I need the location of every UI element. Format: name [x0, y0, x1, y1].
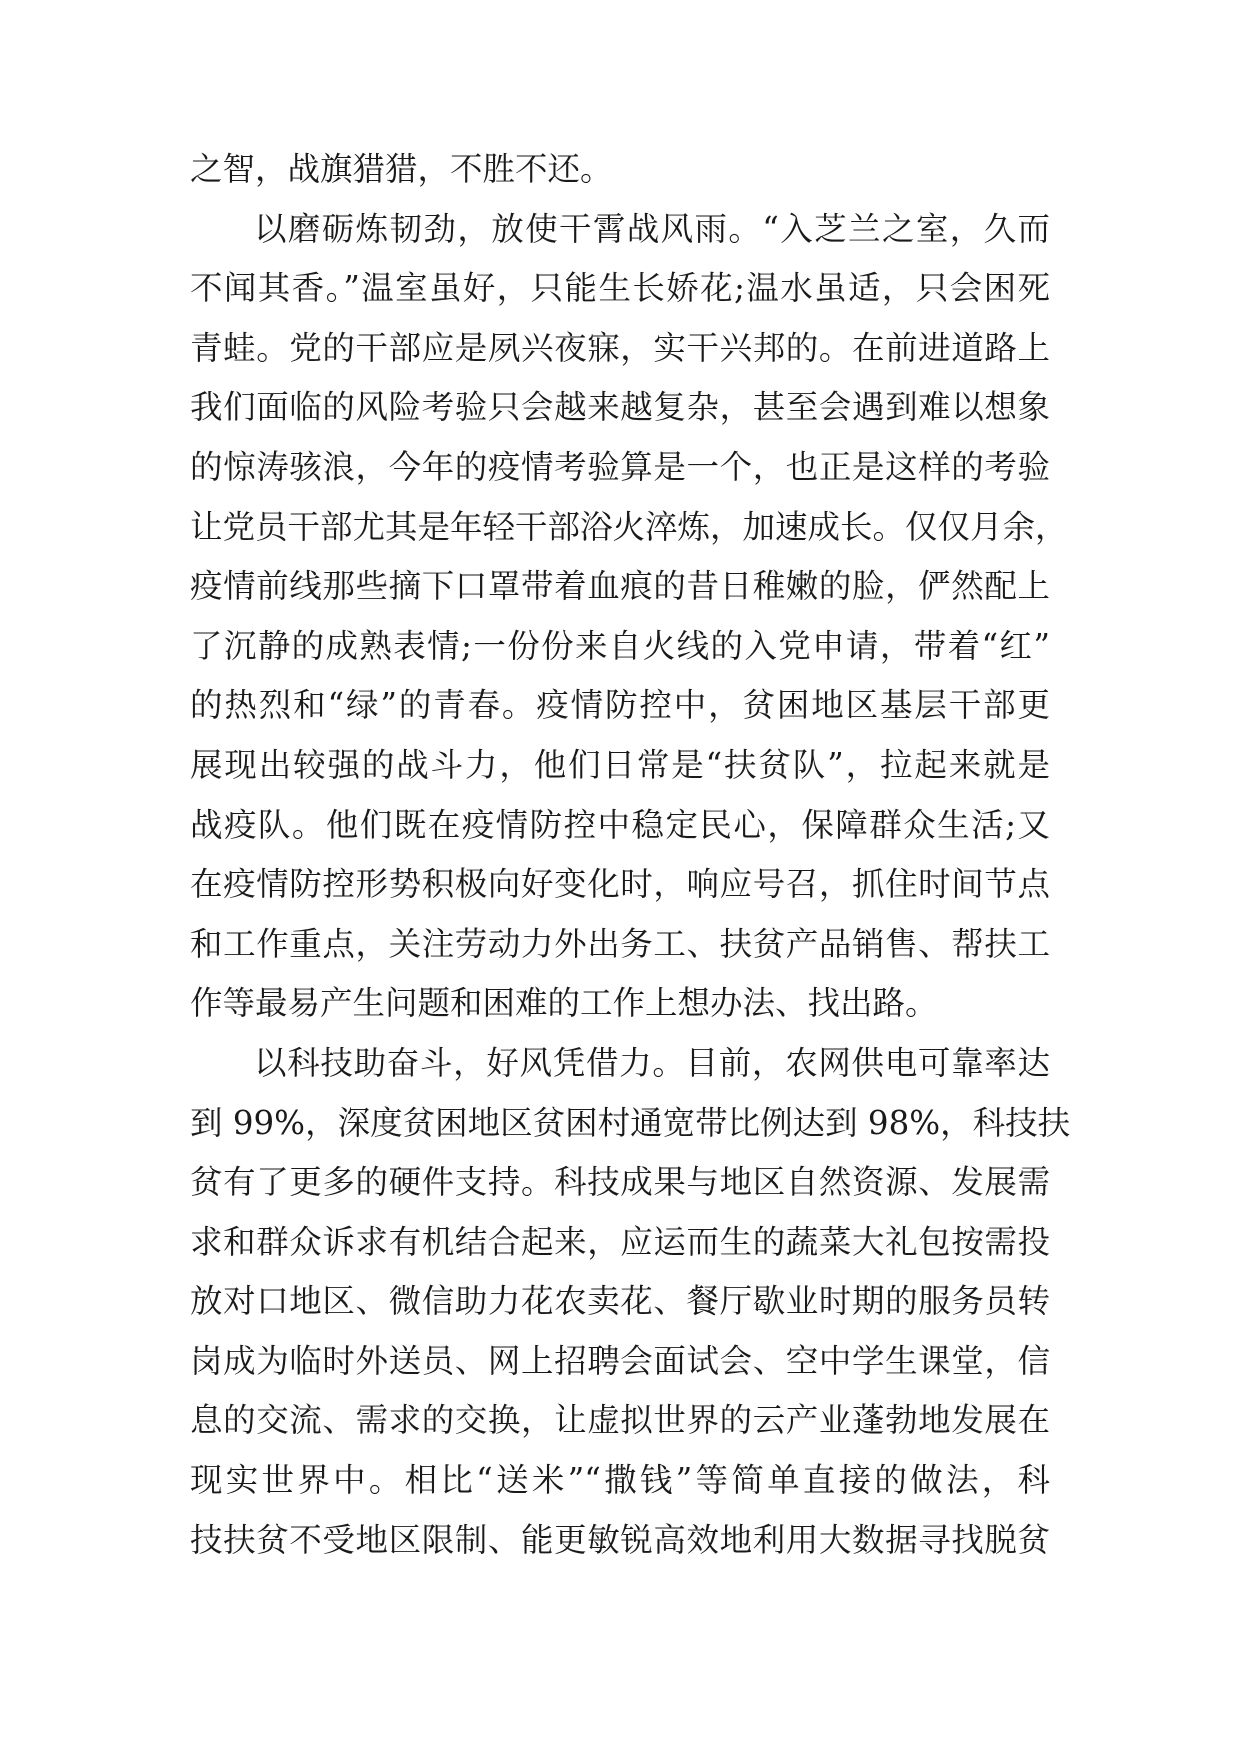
text-line: 现实世界中。相比“送米”“撒钱”等简单直接的做法，科: [190, 1461, 1050, 1500]
text-line: 息的交流、需求的交换，让虚拟世界的云产业蓬勃地发展在: [190, 1401, 1050, 1440]
text-line: 让党员干部尤其是年轻干部浴火淬炼，加速成长。仅仅月余，: [190, 507, 1068, 546]
text-line: 岗成为临时外送员、网上招聘会面试会、空中学生课堂，信: [190, 1341, 1050, 1380]
text-line: 我们面临的风险考验只会越来越复杂，甚至会遇到难以想象: [190, 388, 1050, 427]
text-line: 了沉静的成熟表情;一份份来自火线的入党申请，带着“红”: [190, 626, 1050, 665]
text-line: 在疫情防控形势积极向好变化时，响应号召，抓住时间节点: [190, 865, 1050, 904]
text-line: 和工作重点，关注劳动力外出务工、扶贫产品销售、帮扶工: [190, 924, 1050, 963]
body-text: [190, 150, 1071, 1581]
text-line: 的热烈和“绿”的青春。疫情防控中，贫困地区基层干部更: [190, 686, 1050, 725]
text-line: 战疫队。他们既在疫情防控中稳定民心，保障群众生活;又: [190, 805, 1050, 844]
text-line: 疫情前线那些摘下口罩带着血痕的昔日稚嫩的脸，俨然配上: [190, 567, 1050, 606]
text-line: 贫有了更多的硬件支持。科技成果与地区自然资源、发展需: [190, 1163, 1050, 1202]
text-line: 之智，战旗猎猎，不胜不还。: [190, 150, 613, 188]
text-line: 到 99%，深度贫困地区贫困村通宽带比例达到 98%，科技扶: [190, 1103, 1071, 1142]
text-line: 展现出较强的战斗力，他们日常是“扶贫队”，拉起来就是: [190, 745, 1050, 784]
text-line: 不闻其香。”温室虽好，只能生长娇花;温水虽适，只会困死: [190, 269, 1050, 308]
text-line: 青蛙。党的干部应是夙兴夜寐，实干兴邦的。在前进道路上: [190, 328, 1050, 367]
text-line: 作等最易产生问题和困难的工作上想办法、找出路。: [190, 984, 938, 1023]
text-line: 放对口地区、微信助力花农卖花、餐厅歇业时期的服务员转: [190, 1282, 1050, 1321]
text-line: 技扶贫不受地区限制、能更敏锐高效地利用大数据寻找脱贫: [190, 1520, 1050, 1559]
paragraph-first-line: 以磨砺炼韧劲，放使干霄战风雨。“入芝兰之室，久而: [254, 209, 1050, 248]
text-line: 的惊涛骇浪，今年的疫情考验算是一个，也正是这样的考验: [190, 447, 1050, 486]
paragraph-first-line: 以科技助奋斗，好风凭借力。目前，农网供电可靠率达: [254, 1043, 1050, 1082]
text-line: 求和群众诉求有机结合起来，应运而生的蔬菜大礼包按需投: [190, 1222, 1050, 1261]
